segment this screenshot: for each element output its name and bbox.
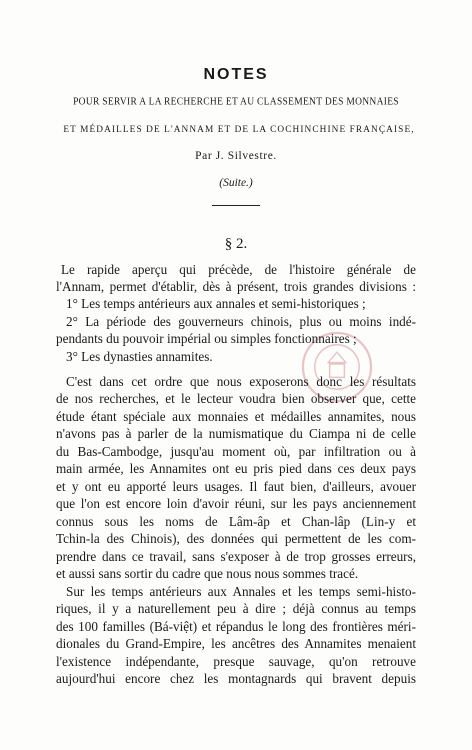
divider-rule bbox=[212, 205, 260, 206]
continued-note: (Suite.) bbox=[219, 177, 253, 189]
text-line: dionales du Grand-Empire, les ancêtres des Annamites menaient bbox=[56, 636, 416, 651]
text-line: connus sous les noms de Lâm-âp et Chan-lâp (Lin-y et bbox=[56, 514, 416, 529]
text-line: Le rapide aperçu qui précède, de l'histoire générale de bbox=[61, 262, 416, 277]
text-line: n'avons pas à parler de la numismatique du Ciampa ni de celle bbox=[56, 426, 416, 441]
text-line: des 100 familles (Bá-việt) et répandus le long des frontières méri- bbox=[56, 619, 416, 634]
text-line: Sur les temps antérieurs aux Annales et les temps semi-histo- bbox=[66, 584, 416, 599]
text-line: pendants du pouvoir impérial ou simples fonctionnaires ; bbox=[56, 331, 357, 346]
subtitle-line-1: POUR SERVIR A LA RECHERCHE ET AU CLASSEMENT DES MONNAIES bbox=[73, 96, 399, 108]
text-line: du Bas-Cambodge, jusqu'au moment où, par infiltration ou à bbox=[56, 444, 416, 459]
text-line: que l'on est encore loin d'avoir réuni, sur les pays anciennement bbox=[56, 496, 416, 511]
text-line: l'Annam, permet d'établir, dès à présent, trois grandes divisions : bbox=[56, 279, 416, 294]
text-line: 1° Les temps antérieurs aux annales et semi-historiques ; bbox=[66, 296, 366, 311]
section-heading: § 2. bbox=[224, 236, 248, 252]
text-line: l'existence indépendante, presque sauvage, qu'on retrouve bbox=[56, 654, 416, 669]
text-line: de nos recherches, et le lecteur voudra bien observer que, cette bbox=[56, 391, 416, 406]
text-line: C'est dans cet ordre que nous exposerons donc les résultats bbox=[66, 374, 416, 389]
text-line: et aussi sans sortir du cadre que nous nous sommes tracé. bbox=[56, 566, 359, 581]
text-line: prendre dans ce travail, sans s'exposer à de trop grosses erreurs, bbox=[56, 549, 416, 564]
author-line: Par J. Silvestre. bbox=[195, 150, 277, 162]
text-line: 3° Les dynasties annamites. bbox=[66, 349, 213, 364]
text-line: aujourd'hui encore chez les montagnards qui bravent depuis bbox=[56, 671, 416, 686]
text-line: et y ont eu apporté leurs usages. Il faut bien, d'ailleurs, avouer bbox=[56, 479, 416, 494]
page-title: NOTES bbox=[203, 66, 269, 83]
text-line: 2° La période des gouverneurs chinois, plus ou moins indé- bbox=[66, 314, 416, 329]
text-line: riques, il y a naturellement peu à dire ; déjà connus au temps bbox=[56, 601, 416, 616]
text-line: main armée, les Annamites ont eu pris pied dans ces deux pays bbox=[56, 461, 416, 476]
subtitle-line-2: ET MÉDAILLES DE L'ANNAM ET DE LA COCHINCHINE FRANÇAISE, bbox=[63, 125, 415, 135]
text-line: étude étant spéciale aux monnaies et médailles annamites, nous bbox=[56, 409, 416, 424]
text-line: Tchin-la des Chinois), des données qui permettent de les com- bbox=[56, 531, 416, 546]
